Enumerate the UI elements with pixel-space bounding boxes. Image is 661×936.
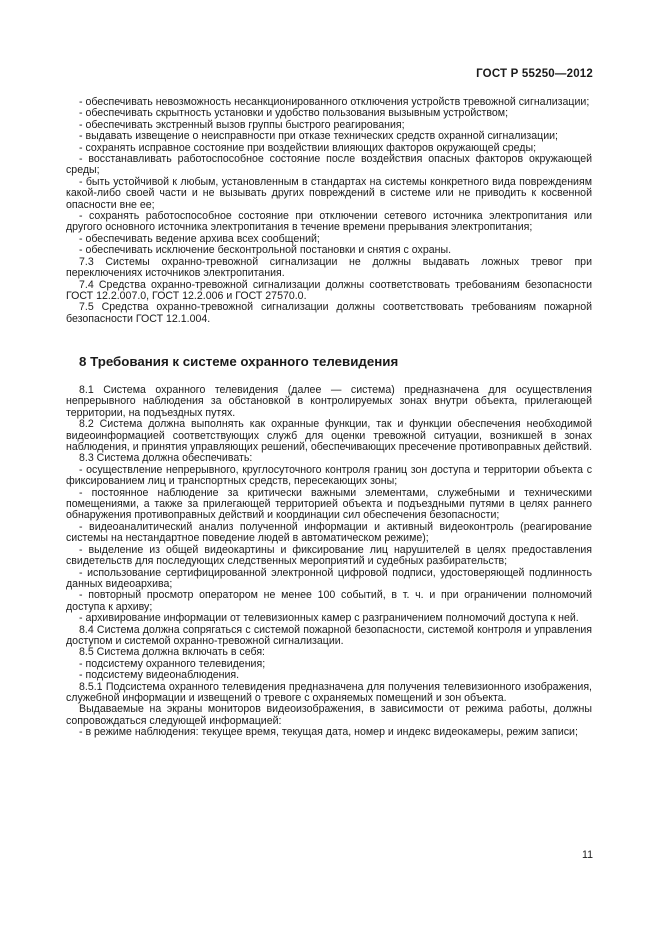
list-item: - восстанавливать работоспособное состояние после воздействия опасных факторов окружающей среды; <box>66 153 592 177</box>
list-item: - обеспечивать исключение бесконтрольной постановки и снятия с охраны. <box>79 244 452 257</box>
section-8-body <box>66 385 592 739</box>
list-item: - обеспечивать экстренный вызов группы быстрого реагирования; <box>79 118 405 131</box>
clause-8-1: 8.1 Система охранного телевидения (далее — система) предназначена для осуществления непрерывного наблюдения за обстановкой в контролируемых зонах внутри объекта, прилегающей территории, на подъездных путях. <box>66 384 592 419</box>
document-code-header: ГОСТ Р 55250—2012 <box>476 68 593 80</box>
clause-8-5-1: 8.5.1 Подсистема охранного телевидения предназначена для получения телевизионного изображения, служебной информации и извещений о тревоге с охраняемых помещений и зон объекта. <box>66 680 592 704</box>
clause-8-3: 8.3 Система должна обеспечивать: <box>79 452 253 465</box>
list-item: - обеспечивать скрытность установки и удобство пользования вызывным устройством; <box>79 107 509 120</box>
list-item: - сохранять исправное состояние при воздействии влияющих факторов окружающей среды; <box>79 141 537 154</box>
requirements-list-continued <box>66 97 592 325</box>
list-item: - архивирование информации от телевизионных камер с разграничением полномочий доступа к ней. <box>79 612 579 625</box>
list-item: - подсистему охранного телевидения; <box>79 657 266 670</box>
list-item: - использование сертифицированной электронной цифровой подписи, удостоверяющей подлинность данных видеоархива; <box>66 566 592 590</box>
list-item: - обеспечивать ведение архива всех сообщений; <box>79 232 320 245</box>
paragraph: Выдаваемые на экраны мониторов видеоизображения, в зависимости от режима работы, должны сопровождаться следующей информацией: <box>66 703 592 727</box>
clause-8-4: 8.4 Система должна сопрягаться с системой пожарной безопасности, системой контроля и управления доступом и системой охранно-тревожной сигнализации. <box>66 623 592 647</box>
clause-7-3: 7.3 Системы охранно-тревожной сигнализации не должны выдавать ложных тревог при переключениях источников электропитания. <box>66 255 592 280</box>
list-item: - быть устойчивой к любым, установленным в стандартах на системы конкретного вида повреждениям какой-либо своей части и не вызывать других повреждений в системе или не приводить к косвенной опасности вне ее; <box>66 175 592 211</box>
list-item: - видеоаналитический анализ полученной информации и активный видеоконтроль (реагирование системы на нестандартное поведение людей в автоматическом режиме); <box>66 520 592 545</box>
list-item: - повторный просмотр оператором не менее 100 событий, в т. ч. и при ограничении полномочий доступа к архиву; <box>66 589 592 613</box>
clause-7-4: 7.4 Средства охранно-тревожной сигнализации должны соответствовать требованиям безопасности ГОСТ 12.2.007.0, ГОСТ 12.2.006 и ГОСТ 27570.0. <box>66 278 592 302</box>
clause-8-5: 8.5 Система должна включать в себя: <box>79 646 265 659</box>
section-heading: 8 Требования к системе охранного телевидения <box>79 354 399 369</box>
list-item: - в режиме наблюдения: текущее время, текущая дата, номер и индекс видеокамеры, режим записи; <box>79 726 578 739</box>
clause-7-5: 7.5 Средства охранно-тревожной сигнализации должны соответствовать требованиям пожарной безопасности ГОСТ 12.1.004. <box>66 301 592 325</box>
list-item: - обеспечивать невозможность несанкционированного отключения устройств тревожной сигнализации; <box>79 96 590 108</box>
list-item: - выдавать извещение о неисправности при отказе технических средств охранной сигнализации; <box>79 130 558 143</box>
list-item: - подсистему видеонаблюдения. <box>79 669 240 682</box>
clause-8-2: 8.2 Система должна выполнять как охранные функции, так и функции обеспечения необходимой видеоинформацией соответствующих служб для оценки тревожной ситуации, возникшей в зонах наблюдения, и принятия управляющих решений, обеспечивающих пресечение противоправных действий. <box>66 418 593 454</box>
list-item: - осуществление непрерывного, круглосуточного контроля границ зон доступа и территории объекта с фиксированием лиц и транспортных средств, пересекающих зоны; <box>66 463 592 488</box>
list-item: - выделение из общей видеокартины и фиксирование лиц нарушителей в целях предоставления свидетельств для последующих следственных мероприятий и судебных разбирательств; <box>66 543 592 568</box>
list-item: - сохранять работоспособное состояние при отключении сетевого источника электропитания или другого основного источника электропитания в течение времени прерывания электропитания; <box>66 210 592 234</box>
list-item: - постоянное наблюдение за критически важными элементами, служебными и техническими помещениями, а также за прилегающей территорией объекта и подъездными путями в целях раннего обнаружения противоправных действий и координации сил обеспечения безопасности; <box>66 486 592 522</box>
page-number: 11 <box>582 849 593 861</box>
